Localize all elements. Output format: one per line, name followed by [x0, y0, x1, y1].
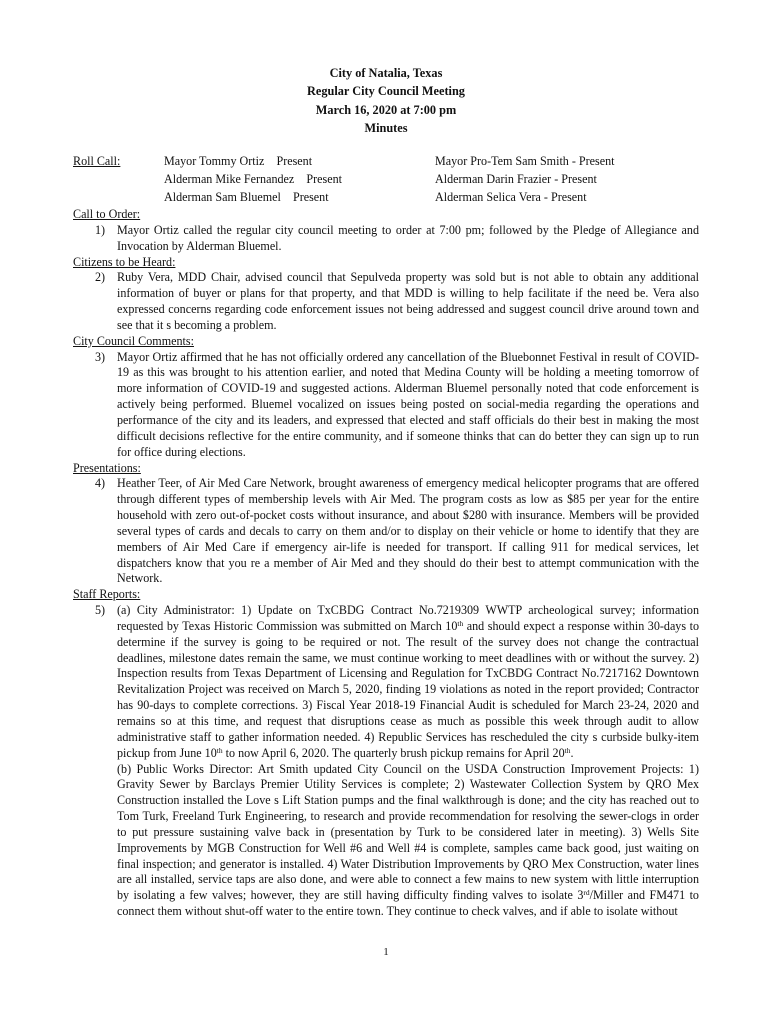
agenda-item [73, 603, 699, 920]
ordinal-suffix: th [216, 745, 223, 755]
roll-call-entry: Alderman Darin Frazier - Present [435, 172, 597, 186]
item-text: Mayor Ortiz affirmed that he has not officially ordered any cancellation of the Bluebonnet Festival in result of COVID-19 as this was brought to his attention earlier, and noted that Medina County will be holding a meeting tomorrow of more information of COVID-19 and suggested actions. Alderman Bluemel personally noted that code enforcement is actively being performed. Bluemel vocalized on issues being posted on social-media regarding the operations and performance of the city and its leaders, and expressed that elected and staff officials do their best in making the most difficult decisions reflective for the entire community, and if someone thinks that can do better they can sign up to run for office during elections. [117, 349, 699, 459]
minutes-body [73, 207, 699, 920]
agenda-item [73, 270, 699, 333]
section-heading-citizens: Citizens to be Heard: [73, 254, 176, 269]
roll-call-entry: Alderman Mike Fernandez Present [164, 172, 342, 186]
agenda-item [73, 350, 699, 461]
item-number: 5) [95, 603, 106, 618]
item-number: 4) [95, 476, 106, 491]
report-text: to now April 6, 2020. The quarterly brush pickup remains for April 20 [222, 745, 565, 760]
document-page [73, 0, 699, 1024]
report-text: and should expect a response within 30-days to determine if the survey is going to be required or not. The result of the survey does not change the contractual deadlines, milestone dates remain the same, we must continue working to meet deadlines with or without the survey. 2) Inspection results from Texas Department of Licensing and Regulation for TxCBDG Contract No.7217162 Downtown Revitalization Project was received on March 5, 2020, finding 19 violations as noted in the report provided; Contractor has 90-days to complete corrections. 3) Fiscal Year 2018-19 Financial Audit is scheduled for March 23-24, 2020 and remains so at this time, and request that disruptions cease as much as possible this week through audit to allow administrative staff to gather information needed. 4) Republic Services has rescheduled the city s curbside bulky-item pickup from June 10 [117, 618, 699, 760]
roll-call-entry: Alderman Sam Bluemel Present [164, 190, 329, 204]
meeting-type: Regular City Council Meeting [307, 84, 465, 99]
section-heading-presentations: Presentations: [73, 460, 141, 475]
meeting-date: March 16, 2020 at 7:00 pm [315, 102, 457, 117]
section-heading-council-comments: City Council Comments: [73, 333, 194, 348]
agenda-item [73, 223, 699, 255]
section-heading-call-to-order: Call to Order: [73, 207, 141, 221]
page-number: 1 [383, 946, 389, 958]
roll-call-entry: Alderman Selica Vera - Present [435, 190, 587, 204]
city-administrator-report [117, 603, 699, 761]
roll-call-entry: Mayor Tommy Ortiz Present [164, 154, 313, 168]
report-text: (a) City Administrator: 1) Update on TxCBDG Contract No.7219309 WWTP archeological survey; information requested by Texas Historic Commission was submitted on March 10 [117, 603, 699, 633]
agenda-item [73, 476, 699, 587]
roll-call-label: Roll Call: [73, 154, 121, 168]
roll-call-entry: Mayor Pro-Tem Sam Smith - Present [435, 154, 615, 168]
report-text: (b) Public Works Director: Art Smith updated City Council on the USDA Construction Improvement Projects: 1) Gravity Sewer by Barclays Premier Utility Services is complete; 2) Wastewater Collection System by QRO Mex Construction installed the Love s Lift Station pumps and the final walkthrough is done; and the city has reached out to Tom Turk, Freeland Turk Engineering, to research and provide recommendation for resolving the sewer-clogs in order to put pressure sustaining valve back in (presentation by Turk to be considered later in meeting). 3) Wells Site Improvements by MGB Construction for Well #6 and Well #4 is complete, samples came back good, just waiting on final inspection; and generator is installed. 4) Water Distribution Improvements by QRO Mex Construction, water lines are all installed, service taps are also done, and were able to connect a few mains to new system with little interruption by isolating a few valves; however, they are still having difficulty finding valves to isolate 3 [117, 761, 699, 903]
roll-call-left-column [164, 152, 342, 206]
item-text: Mayor Ortiz called the regular city council meeting to order at 7:00 pm; followed by the Pledge of Allegiance and Invocation by Alderman Bluemel. [117, 222, 699, 253]
ordinal-suffix: th [457, 618, 464, 628]
item-text: Heather Teer, of Air Med Care Network, brought awareness of emergency medical helicopter programs that are offered through different types of membership levels with Air Med. The program costs as low as $85 per year for the entire household with zero out-of-pocket costs without insurance, and about $280 with insurance. Members will be provided several types of cards and decals to carry on them and/or to display on their vehicle or home to identify that they are members of Air Med Care if emergency air-life is needed for transport. If calling 911 for medical services, let dispatchers know that you re a member of Air Med and they should do their best to attempt communication with the Network. [117, 476, 699, 586]
section-heading-staff-reports: Staff Reports: [73, 587, 141, 602]
report-text: /Miller and FM471 to connect them without shut-off water to the entire town. They continue to check valves, and if able to isolate without [117, 888, 699, 919]
public-works-report [117, 762, 699, 920]
document-title: Minutes [364, 120, 408, 135]
ordinal-suffix: th [564, 745, 571, 755]
roll-call-right-column [435, 152, 615, 206]
ordinal-suffix: rd [583, 888, 590, 898]
document-header [73, 64, 699, 137]
item-text: Ruby Vera, MDD Chair, advised council that Sepulveda property was sold but is not able to obtain any additional information of buyer or plans for that property, and that MDD is willing to help facilitate if the need be. Vera also expressed concerns regarding code enforcement issues not being addressed and suggest council drive around town and see that it s becoming a problem. [117, 270, 699, 332]
city-name: City of Natalia, Texas [329, 66, 443, 80]
report-text: . [570, 745, 574, 760]
item-number: 3) [95, 349, 106, 364]
item-number: 2) [95, 270, 106, 285]
item-number: 1) [95, 222, 106, 237]
